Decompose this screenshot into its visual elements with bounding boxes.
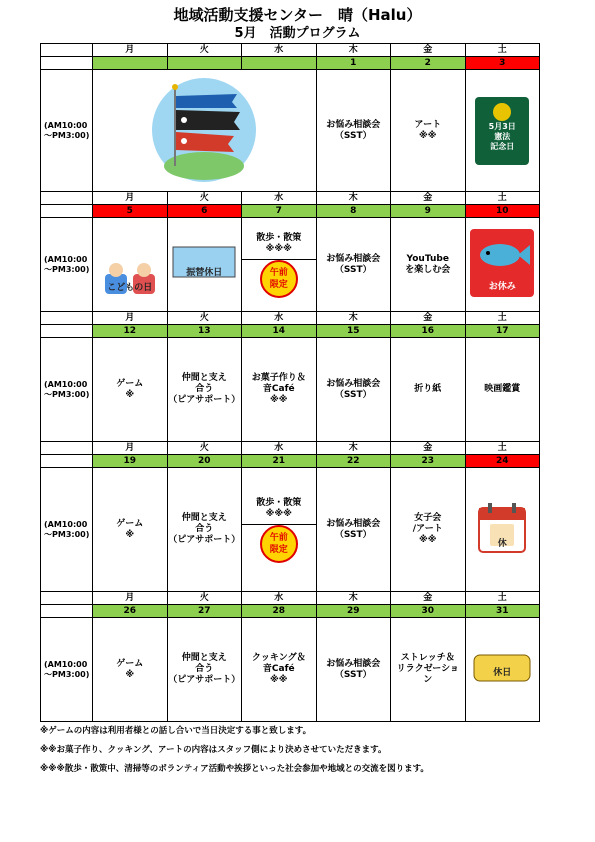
activity-row — [41, 218, 540, 312]
weekday-label: 火 — [167, 44, 242, 57]
activity-cell: YouTube を楽しむ会 — [391, 218, 466, 312]
morning-only-badge: 午前 限定 — [260, 260, 298, 298]
weekday-label: 水 — [242, 192, 317, 205]
weekday-label: 月 — [93, 592, 168, 605]
date-cell: 24 — [465, 455, 540, 468]
activity-text: 散歩・散策 ※※※ — [242, 231, 316, 260]
date-cell: 20 — [167, 455, 242, 468]
weekday-label: 火 — [167, 442, 242, 455]
activity-row — [41, 468, 540, 592]
activity-row — [41, 618, 540, 722]
weekday-label: 土 — [465, 442, 540, 455]
blank-cell — [41, 192, 93, 205]
blank-cell — [41, 442, 93, 455]
weekday-row — [41, 592, 540, 605]
weekday-row — [41, 442, 540, 455]
note-2: ※※お菓子作り、クッキング、アートの内容はスタッフ側により決めさせていただきます。 — [40, 745, 387, 755]
weekday-label: 土 — [465, 192, 540, 205]
weekday-label: 木 — [316, 192, 391, 205]
weekday-label: 土 — [465, 44, 540, 57]
weekday-label: 土 — [465, 592, 540, 605]
activity-cell: 女子会 /アート ※※ — [391, 468, 466, 592]
koinobori-icon — [152, 78, 257, 183]
weekday-label: 月 — [93, 442, 168, 455]
date-row — [41, 205, 540, 218]
blank-cell — [41, 312, 93, 325]
weekday-label: 月 — [93, 192, 168, 205]
date-cell: 10 — [465, 205, 540, 218]
weekday-row — [41, 192, 540, 205]
time-label: (AM10:00 〜PM3:00) — [41, 618, 93, 722]
activity-cell: 仲間と支え 合う （ピアサポート） — [167, 468, 242, 592]
date-row — [41, 57, 540, 70]
weekday-row — [41, 44, 540, 57]
activity-cell: 仲間と支え 合う （ピアサポート） — [167, 618, 242, 722]
date-cell: 12 — [93, 325, 168, 338]
weekday-label: 木 — [316, 592, 391, 605]
blank-cell — [41, 325, 93, 338]
activity-cell: お悩み相談会 （SST） — [316, 468, 391, 592]
weekday-label: 金 — [391, 192, 466, 205]
weekday-label: 火 — [167, 312, 242, 325]
date-row — [41, 455, 540, 468]
weekday-label: 木 — [316, 44, 391, 57]
weekday-label: 金 — [391, 44, 466, 57]
weekday-row — [41, 312, 540, 325]
weekday-label: 水 — [242, 592, 317, 605]
date-cell: 23 — [391, 455, 466, 468]
holiday-image-cell — [465, 618, 540, 722]
blank-cell — [41, 57, 93, 70]
holiday-label: 振替休日 — [186, 267, 223, 278]
holiday-label: お休み — [488, 281, 516, 292]
time-label: (AM10:00 〜PM3:00) — [41, 338, 93, 442]
activity-cell: お悩み相談会 （SST） — [316, 70, 391, 192]
date-cell — [167, 57, 242, 70]
activity-cell — [242, 218, 317, 312]
page-subtitle: 5月 活動プログラム — [234, 26, 361, 41]
holiday-label: 休 — [497, 538, 507, 549]
activity-cell: お菓子作り＆ 音Café ※※ — [242, 338, 317, 442]
activity-cell: ストレッチ＆ リラクゼーショ ン — [391, 618, 466, 722]
weekday-label: 火 — [167, 592, 242, 605]
page-title: 地域活動支援センター 晴（Halu） — [173, 6, 422, 24]
date-cell: 9 — [391, 205, 466, 218]
holiday-label: こどもの日 — [107, 282, 153, 293]
blank-cell — [41, 44, 93, 57]
weekday-label: 木 — [316, 312, 391, 325]
activity-cell: アート ※※ — [391, 70, 466, 192]
note-1: ※ゲームの内容は利用者様との話し合いで当日決定する事と致します。 — [40, 726, 312, 736]
activity-cell: お悩み相談会 （SST） — [316, 338, 391, 442]
holiday-image-cell — [167, 218, 242, 312]
date-cell: 13 — [167, 325, 242, 338]
date-cell: 2 — [391, 57, 466, 70]
date-cell: 28 — [242, 605, 317, 618]
date-cell: 16 — [391, 325, 466, 338]
time-label: (AM10:00 〜PM3:00) — [41, 468, 93, 592]
weekday-label: 火 — [167, 192, 242, 205]
holiday-image-cell — [465, 468, 540, 592]
activity-cell: 映画鑑賞 — [465, 338, 540, 442]
date-row — [41, 605, 540, 618]
time-label: (AM10:00 〜PM3:00) — [41, 218, 93, 312]
date-cell: 14 — [242, 325, 317, 338]
date-cell: 27 — [167, 605, 242, 618]
date-cell: 17 — [465, 325, 540, 338]
time-label: (AM10:00 〜PM3:00) — [41, 70, 93, 192]
date-cell: 29 — [316, 605, 391, 618]
activity-cell: クッキング＆ 音Café ※※ — [242, 618, 317, 722]
activity-row — [41, 338, 540, 442]
date-cell: 7 — [242, 205, 317, 218]
date-cell — [93, 57, 168, 70]
notes — [40, 722, 429, 779]
blank-cell — [41, 455, 93, 468]
activity-cell: 折り紙 — [391, 338, 466, 442]
activity-cell: ゲーム ※ — [93, 468, 168, 592]
calendar-table — [40, 43, 540, 722]
date-cell: 3 — [465, 57, 540, 70]
date-cell: 22 — [316, 455, 391, 468]
holiday-image-cell — [465, 218, 540, 312]
activity-row — [41, 70, 540, 192]
date-cell — [242, 57, 317, 70]
weekday-label: 月 — [93, 312, 168, 325]
holiday-image-cell — [93, 218, 168, 312]
date-cell: 21 — [242, 455, 317, 468]
holiday-label: 休日 — [493, 667, 512, 678]
weekday-label: 水 — [242, 312, 317, 325]
weekday-label: 木 — [316, 442, 391, 455]
constitution-day-cell — [465, 70, 540, 192]
weekday-label: 月 — [93, 44, 168, 57]
activity-cell: ゲーム ※ — [93, 338, 168, 442]
date-cell: 15 — [316, 325, 391, 338]
blank-cell — [41, 605, 93, 618]
activity-cell: お悩み相談会 （SST） — [316, 618, 391, 722]
activity-cell: ゲーム ※ — [93, 618, 168, 722]
blank-cell — [41, 205, 93, 218]
note-3: ※※※散歩・散策中、清掃等のボランティア活動や挨拶といった社会参加や地域との交流を図ります。 — [40, 764, 429, 774]
weekday-label: 金 — [391, 312, 466, 325]
blank-cell — [41, 592, 93, 605]
weekday-label: 水 — [242, 44, 317, 57]
constitution-day-label: 5月3日 憲法 記念日 — [488, 121, 516, 151]
date-cell: 26 — [93, 605, 168, 618]
date-cell: 19 — [93, 455, 168, 468]
weekday-label: 金 — [391, 442, 466, 455]
koinobori-image-cell — [93, 70, 317, 192]
date-cell: 1 — [316, 57, 391, 70]
date-cell: 5 — [93, 205, 168, 218]
weekday-label: 水 — [242, 442, 317, 455]
date-cell: 8 — [316, 205, 391, 218]
weekday-label: 金 — [391, 592, 466, 605]
morning-only-badge: 午前 限定 — [260, 525, 298, 563]
date-cell: 6 — [167, 205, 242, 218]
activity-cell: お悩み相談会 （SST） — [316, 218, 391, 312]
date-row — [41, 325, 540, 338]
activity-text: 散歩・散策 ※※※ — [242, 496, 316, 525]
weekday-label: 土 — [465, 312, 540, 325]
date-cell: 31 — [465, 605, 540, 618]
activity-cell — [242, 468, 317, 592]
date-cell: 30 — [391, 605, 466, 618]
activity-cell: 仲間と支え 合う （ピアサポート） — [167, 338, 242, 442]
